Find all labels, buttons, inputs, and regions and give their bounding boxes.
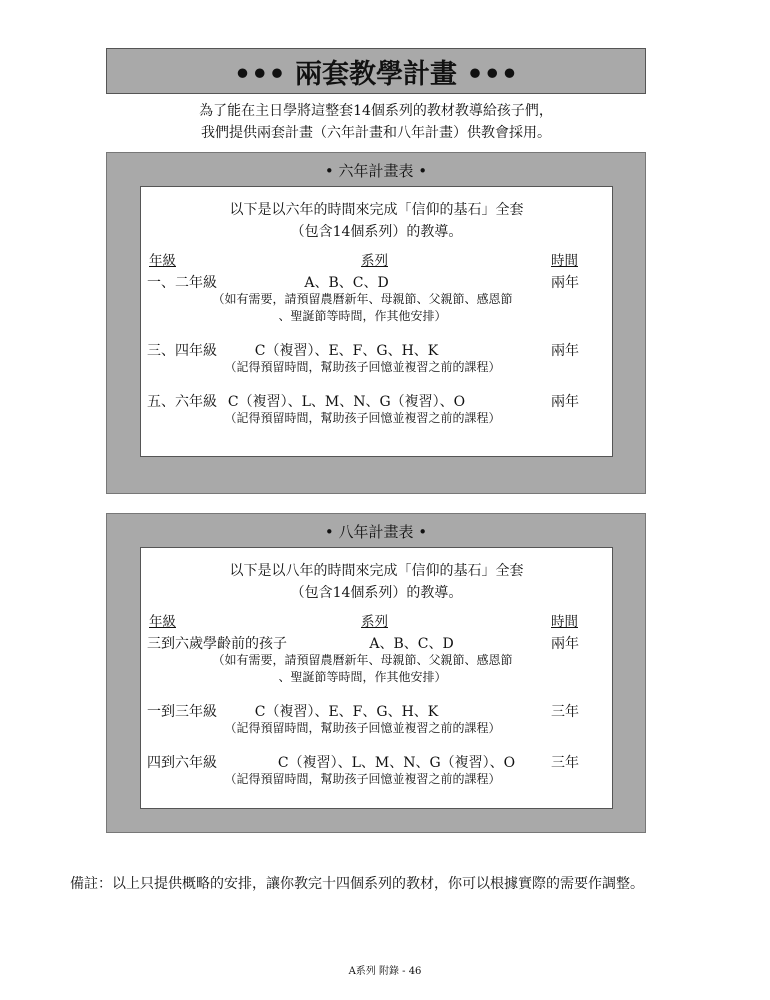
row-grade: 三到六歲學齡前的孩子 <box>147 636 287 652</box>
plan-intro-line-2: （包含14個系列）的教導。 <box>290 585 463 601</box>
six-year-plan-panel <box>106 152 646 494</box>
table-row <box>141 698 612 720</box>
header-time: 時間 <box>551 614 578 630</box>
header-series: 系列 <box>361 253 388 269</box>
eight-year-plan-intro <box>141 560 612 604</box>
row-time: 兩年 <box>551 394 579 410</box>
eight-year-plan-table <box>140 547 613 809</box>
plan-intro-highlight: 信仰的基石 <box>411 202 482 218</box>
row-series: A、B、C、D <box>369 636 454 652</box>
table-row <box>141 269 612 291</box>
six-year-plan-intro <box>141 199 612 243</box>
row-note: （如有需要，請預留農曆新年、母親節、父親節、感恩節 <box>212 653 513 667</box>
row-grade: 一到三年級 <box>147 704 217 720</box>
page-title: ••• 兩套教學計畫 ••• <box>106 48 646 94</box>
intro-text <box>106 100 646 144</box>
table-row <box>141 388 612 410</box>
row-grade: 四到六年級 <box>147 755 217 771</box>
row-note: （記得預留時間，幫助孩子回憶並複習之前的課程） <box>224 772 501 786</box>
six-year-plan-table <box>140 186 613 457</box>
row-note: （如有需要，請預留農曆新年、母親節、父親節、感恩節 <box>212 292 513 306</box>
intro-line-2: 我們提供兩套計畫（六年計畫和八年計畫）供教會採用。 <box>201 125 551 141</box>
plan-intro-prefix: 以下是以八年的時間來完成「 <box>229 563 412 579</box>
row-note: （記得預留時間，幫助孩子回憶並複習之前的課程） <box>224 360 501 374</box>
plan-intro-prefix: 以下是以六年的時間來完成「 <box>229 202 412 218</box>
row-grade: 三、四年級 <box>147 343 217 359</box>
plan-intro-highlight: 信仰的基石 <box>411 563 482 579</box>
table-header <box>141 608 612 630</box>
row-series: C（複習）、L、M、N、G（複習）、O <box>277 755 516 771</box>
eight-year-plan-heading: • 八年計畫表 • <box>324 523 428 541</box>
row-time: 三年 <box>551 704 579 720</box>
row-time: 兩年 <box>551 275 579 291</box>
row-grade: 五、六年級 <box>147 394 217 410</box>
row-series: C（複習）、E、F、G、H、K <box>254 704 439 720</box>
row-note: 、聖誕節等時間，作其他安排） <box>278 309 447 323</box>
table-header <box>141 247 612 269</box>
row-note: （記得預留時間，幫助孩子回憶並複習之前的課程） <box>224 411 501 425</box>
six-year-plan-heading: • 六年計畫表 • <box>324 162 428 180</box>
table-row <box>141 337 612 359</box>
plan-intro-suffix: 」全套 <box>481 202 524 218</box>
header-series: 系列 <box>361 614 388 630</box>
header-grade: 年級 <box>149 614 176 630</box>
plan-intro-line-2: （包含14個系列）的教導。 <box>290 224 463 240</box>
row-series: C（複習）、L、M、N、G（複習）、O <box>227 394 466 410</box>
header-grade: 年級 <box>149 253 176 269</box>
row-time: 兩年 <box>551 636 579 652</box>
row-grade: 一、二年級 <box>147 275 217 291</box>
header-time: 時間 <box>551 253 578 269</box>
row-time: 三年 <box>551 755 579 771</box>
table-row <box>141 630 612 652</box>
intro-line-1: 為了能在主日學將這整套14個系列的教材教導給孩子們， <box>199 103 553 119</box>
row-time: 兩年 <box>551 343 579 359</box>
row-note: （記得預留時間，幫助孩子回憶並複習之前的課程） <box>224 721 501 735</box>
table-row <box>141 749 612 771</box>
row-series: C（複習）、E、F、G、H、K <box>254 343 439 359</box>
row-series: A、B、C、D <box>304 275 389 291</box>
row-note: 、聖誕節等時間，作其他安排） <box>278 670 447 684</box>
remark-note: 備註：以上只提供概略的安排，讓你教完十四個系列的教材，你可以根據實際的需要作調整。 <box>70 876 644 892</box>
plan-intro-suffix: 」全套 <box>481 563 524 579</box>
eight-year-plan-panel <box>106 513 646 833</box>
page-footer: A系列 附錄 - 46 <box>348 966 422 977</box>
